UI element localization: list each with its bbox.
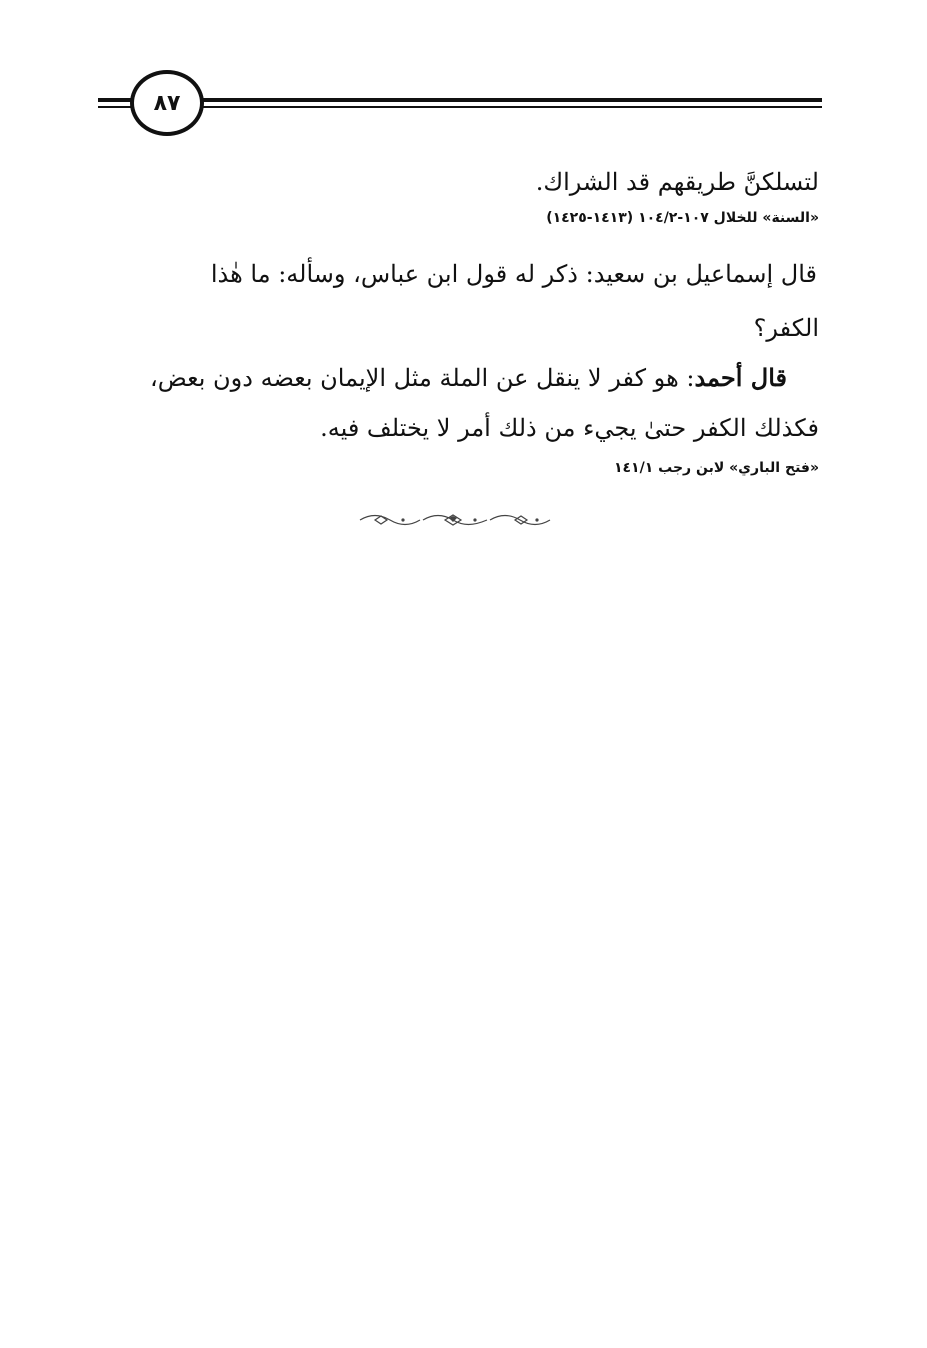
speaker-name: قال أحمد bbox=[694, 363, 787, 392]
paragraph-3-line-1 bbox=[72, 360, 787, 396]
page-number: ٨٧ bbox=[153, 90, 181, 116]
source-citation-2-text: «فتح الباري» لابن رجب ١٤١/١ bbox=[613, 460, 819, 476]
source-citation-1-text: «السنة» للخلال ١٠٧-١٠٤/٢ (١٤١٣-١٤٢٥) bbox=[546, 210, 819, 226]
header-rule bbox=[98, 96, 822, 110]
header-rule-thin bbox=[98, 106, 822, 108]
paragraph-3-line-2 bbox=[104, 410, 819, 446]
paragraph-2-line-2 bbox=[104, 310, 819, 346]
page-number-badge bbox=[130, 70, 204, 136]
source-citation-1 bbox=[104, 208, 819, 228]
text-line-1 bbox=[104, 164, 819, 200]
paragraph-2-line-1-text: قال إسماعيل بن سعيد: ذكر له قول ابن عباس، وسأله: ما هٰذا bbox=[210, 260, 817, 288]
floral-divider-icon bbox=[355, 512, 555, 528]
header-rule-thick bbox=[98, 98, 822, 102]
text-line-1-content: لتسلكنَّ طريقهم قد الشراك. bbox=[535, 168, 819, 196]
paragraph-2-line-2-text: الكفر؟ bbox=[753, 314, 819, 342]
source-citation-2 bbox=[104, 458, 819, 478]
paragraph-3-line-1-text: : هو كفر لا ينقل عن الملة مثل الإيمان بعضه دون بعض، bbox=[150, 364, 695, 392]
paragraph-3-line-2-text: فكذلك الكفر حتىٰ يجيء من ذلك أمر لا يختلف فيه. bbox=[320, 414, 819, 442]
paragraph-2-line-1 bbox=[102, 256, 817, 292]
